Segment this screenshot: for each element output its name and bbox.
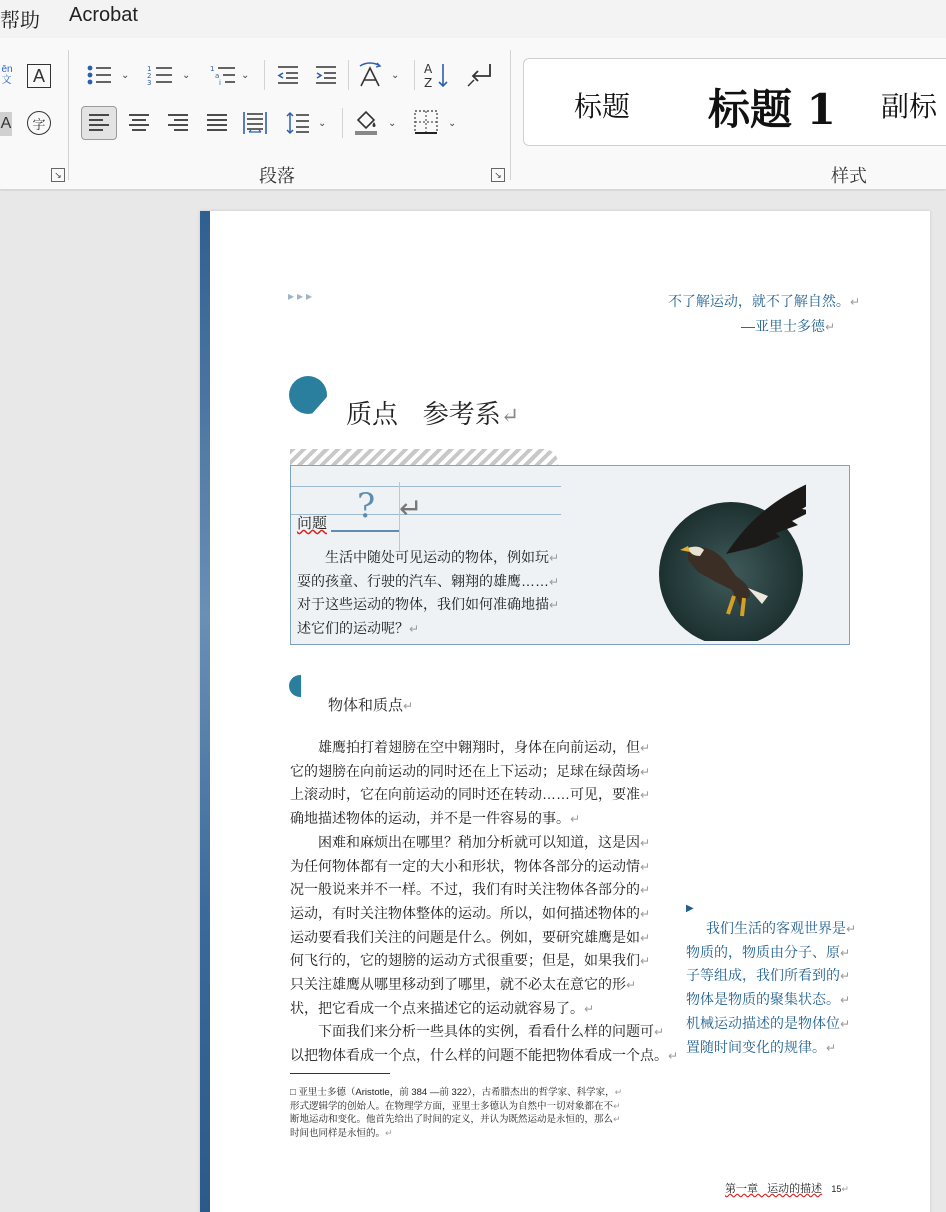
sort-button[interactable] xyxy=(421,60,451,90)
line-spacing-dropdown-chevron-icon[interactable]: ⌄ xyxy=(318,118,327,129)
svg-text:2: 2 xyxy=(147,72,152,80)
question-panel xyxy=(290,465,850,645)
line-spacing-icon xyxy=(285,111,311,135)
align-left-icon xyxy=(87,113,111,133)
ribbon xyxy=(0,38,946,190)
quote-text: 不了解运动，就不了解自然。 xyxy=(667,293,850,309)
document-page[interactable] xyxy=(200,211,930,1212)
eagle-photo xyxy=(646,481,761,631)
increase-indent-button[interactable] xyxy=(312,62,340,88)
distributed-icon xyxy=(242,111,268,135)
question-mark: ? xyxy=(357,486,376,526)
styles-group-label: 样式 xyxy=(831,166,867,186)
align-left-button[interactable] xyxy=(81,106,117,140)
subsection-heading: 物体和质点↵ xyxy=(328,697,414,714)
chinese-layout-icon xyxy=(357,62,383,88)
align-center-icon xyxy=(127,113,151,133)
epigraph-quote: 不了解运动，就不了解自然。↵ —亚里士多德↵ xyxy=(667,293,860,334)
page-footer: 第一章 运动的描述 15↵ xyxy=(725,1183,849,1195)
side-note-marker-icon: ▶ xyxy=(686,903,694,914)
align-right-button[interactable] xyxy=(163,108,193,138)
font-dialog-launcher[interactable]: ↘ xyxy=(51,168,65,182)
bullets-icon xyxy=(86,64,112,86)
page-number: 15 xyxy=(831,1184,842,1194)
zigzag-band xyxy=(290,449,558,466)
decrease-indent-button[interactable] xyxy=(274,62,302,88)
style-heading-1[interactable]: 标题 1 xyxy=(708,85,836,134)
menu-help[interactable]: 帮助 xyxy=(0,10,40,32)
footer-chapter: 第一章 运动的描述 xyxy=(725,1183,823,1195)
enclose-characters-button[interactable]: 字 xyxy=(27,111,51,135)
justify-icon xyxy=(205,113,229,133)
distributed-button[interactable] xyxy=(240,108,270,138)
numbering-dropdown-chevron-icon[interactable]: ⌄ xyxy=(182,70,191,81)
bullets-dropdown-chevron-icon[interactable]: ⌄ xyxy=(121,70,130,81)
svg-text:i: i xyxy=(219,79,221,86)
shading-button[interactable] xyxy=(350,106,382,138)
toolbar-separator xyxy=(414,60,415,90)
svg-text:a: a xyxy=(215,72,220,80)
decorative-triangles: ▸▸▸ xyxy=(288,289,316,303)
style-heading[interactable]: 标题 xyxy=(574,90,631,123)
chinese-layout-dropdown-chevron-icon[interactable]: ⌄ xyxy=(391,70,400,81)
styles-gallery xyxy=(523,58,946,146)
main-text: 雄鹰拍打着翅膀在空中翱翔时，身体在向前运动，但↵ 它的翅膀在向前运动的同时还在上下运动；足球在绿茵场↵ 上滚动时，它在向前运动的同时还在转动……可见，要准↵ 确地描述物体的运动，并不是一件容易的事。↵ 困难和麻烦出在哪里？稍加分析就可以知道，这是因↵ 为任何物体都有一定的大小和形状，物体各部分的运动情↵ 况一般说来并不一样。不过，我们有时关注物体各部分的↵ 运动，有时关注物体整体的运动。所以，如何描述物体的↵ 运动要看我们关注的问题是什么。例如，要研究雄鹰是如↵ 何飞行的，它的翅膀的运动方式很重要；但是，如果我们↵ 只关注雄鹰从哪里移动到了哪里，就不必太在意它的形↵ 状，把它看成一个点来描述它的运动就容易了。↵ 下面我们来分析一些具体的实例，看看什么样的问题可↵ 以把物体看成一个点，什么样的问题不能把物体看成一个点。↵ xyxy=(290,739,679,1064)
intro-paragraph: 生活中随处可见运动的物体，例如玩↵ 耍的孩童、行驶的汽车、翱翔的雄鹰……↵ 对于这些运动的物体，我们如何准确地描↵ 述它们的运动呢？↵ xyxy=(297,549,560,637)
paragraph-group-label: 段落 xyxy=(259,166,295,186)
show-formatting-marks-button[interactable] xyxy=(464,60,496,90)
menu-acrobat[interactable]: Acrobat xyxy=(69,4,138,26)
side-note: 我们生活的客观世界是↵ 物质的，物质由分子、原↵ 子等组成，我们所看到的↵ 物体是物质的聚集状态。↵ 机械运动描述的是物体位↵ 置随时间变化的规律。↵ xyxy=(686,920,857,1055)
paragraph-mark-icon xyxy=(466,62,494,88)
borders-icon xyxy=(413,109,439,135)
multilevel-list-icon xyxy=(210,64,236,86)
svg-text:A: A xyxy=(424,62,433,76)
numbering-button[interactable] xyxy=(145,62,175,88)
page-bleed-image xyxy=(200,211,210,1212)
question-underline xyxy=(331,530,399,532)
footnote-separator xyxy=(290,1073,390,1074)
style-subtitle[interactable]: 副标 xyxy=(881,90,938,123)
menu-bar xyxy=(0,0,946,38)
question-label: 问题 xyxy=(297,515,328,532)
footnote: □ 亚里士多德（Aristotle，前 384 —前 322），古希腊杰出的哲学家、科学家，↵ 形式逻辑学的创始人。在物理学方面，亚里士多德认为自然中一切对象都在不↵ 断地运动和变化。他首先给出了时间的定义，并认为既然运动是永恒的，那么↵ 时间也同样是永恒的。↵ xyxy=(290,1087,623,1139)
multilevel-dropdown-chevron-icon[interactable]: ⌄ xyxy=(241,70,250,81)
section-bullet-icon xyxy=(289,376,327,414)
character-border-button[interactable]: A xyxy=(27,64,51,88)
numbering-icon xyxy=(147,64,173,86)
svg-text:1: 1 xyxy=(210,65,215,73)
svg-text:Z: Z xyxy=(424,76,433,89)
justify-button[interactable] xyxy=(202,108,232,138)
guide-line xyxy=(291,514,561,515)
shading-dropdown-chevron-icon[interactable]: ⌄ xyxy=(388,118,397,129)
toolbar-separator xyxy=(342,108,343,138)
section-title: 质点 参考系↵ xyxy=(346,400,520,430)
multilevel-list-button[interactable] xyxy=(208,62,238,88)
borders-button[interactable] xyxy=(410,106,442,138)
line-spacing-button[interactable] xyxy=(283,108,313,138)
toolbar-separator xyxy=(348,60,349,90)
paragraph-dialog-launcher[interactable]: ↘ xyxy=(491,168,505,182)
paint-bucket-icon xyxy=(352,108,380,136)
align-right-icon xyxy=(166,113,190,133)
borders-dropdown-chevron-icon[interactable]: ⌄ xyxy=(448,118,457,129)
bullets-button[interactable] xyxy=(84,62,114,88)
align-center-button[interactable] xyxy=(124,108,154,138)
decrease-indent-icon xyxy=(276,65,300,85)
phonetic-guide-button[interactable]: ēn 文 xyxy=(1,64,13,86)
svg-text:1: 1 xyxy=(147,65,152,73)
quote-author: —亚里士多德 xyxy=(740,318,825,334)
svg-text:3: 3 xyxy=(147,79,152,86)
toolbar-separator xyxy=(264,60,265,90)
group-separator xyxy=(510,50,511,180)
document-canvas[interactable] xyxy=(0,191,946,1212)
guide-line xyxy=(291,486,561,487)
subsection-bullet-icon xyxy=(289,675,311,697)
character-shading-button[interactable]: A xyxy=(0,112,12,136)
chinese-layout-button[interactable] xyxy=(355,60,385,90)
increase-indent-icon xyxy=(314,65,338,85)
group-separator xyxy=(68,50,69,180)
eagle-icon xyxy=(616,466,806,641)
sort-az-icon xyxy=(422,61,450,89)
paragraph-return-mark: ↵ xyxy=(399,493,423,524)
